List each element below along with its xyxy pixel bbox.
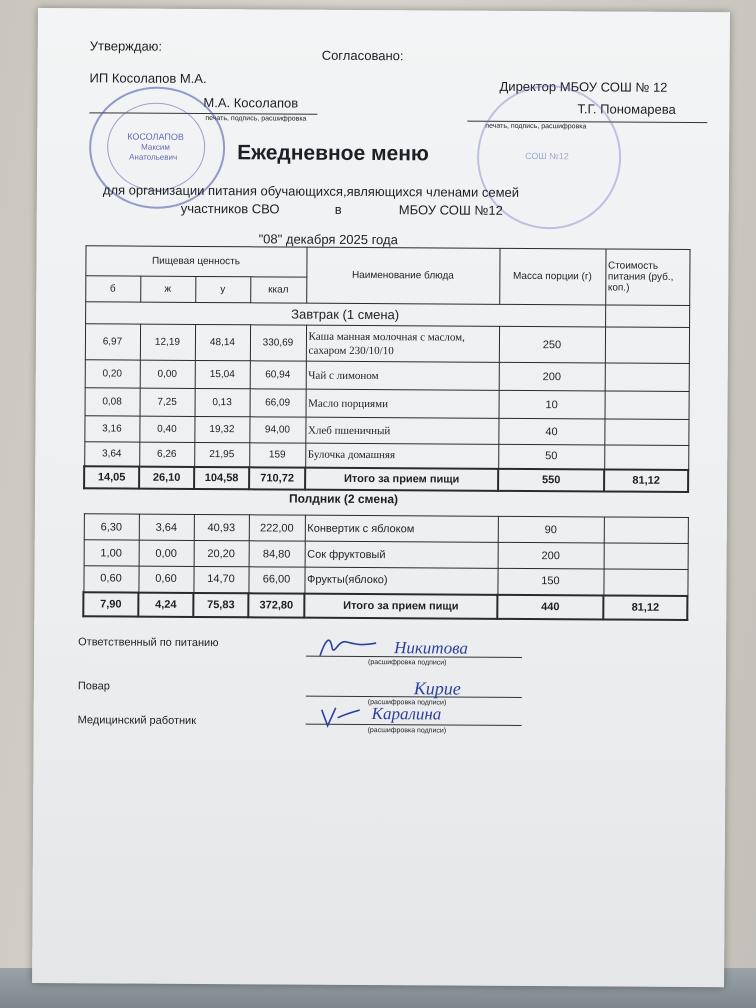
responsible-label: Ответственный по питанию xyxy=(78,636,219,650)
snack-title: Полдник (2 смена) xyxy=(288,491,399,507)
cell-u: 40,93 xyxy=(194,514,249,540)
cell-zh: 7,25 xyxy=(140,388,195,416)
agreed-label: Согласовано: xyxy=(321,47,404,64)
cell-zh: 6,26 xyxy=(139,442,194,466)
cell-cost xyxy=(605,327,689,364)
cell-dish: Фрукты(яблоко) xyxy=(304,567,497,594)
snack-table xyxy=(82,513,689,620)
cell-kcal: 94,00 xyxy=(249,417,305,443)
cell-kcal: 159 xyxy=(249,443,305,467)
cook-decode: (расшифровка подписи) xyxy=(367,699,447,707)
signer-left: М.А. Косолапов xyxy=(203,95,299,111)
cell-zh: 0,00 xyxy=(140,360,195,388)
medic-decode: (расшифровка подписи) xyxy=(367,727,447,735)
cell-kcal: 84,80 xyxy=(249,541,305,567)
stamp-left-line1: КОСОЛАПОВ xyxy=(127,131,184,142)
cell-cost xyxy=(605,391,689,420)
cell-cost xyxy=(604,543,688,570)
cell-zh: 0,00 xyxy=(139,540,194,566)
cell-u: 19,32 xyxy=(194,416,249,442)
cell-u: 48,14 xyxy=(195,324,250,360)
cell-zh: 3,64 xyxy=(139,514,194,540)
stamp-right-text: СОШ №12 xyxy=(525,150,569,162)
cell-b: 6,30 xyxy=(84,514,139,540)
sign-note-right: печать, подпись, расшифровка xyxy=(485,122,587,131)
cell-dish: Масло порциями xyxy=(306,389,499,418)
total-row xyxy=(84,466,688,492)
breakfast-table xyxy=(83,245,691,492)
cook-sig-name: Кирие xyxy=(413,678,461,699)
org-left: ИП Косолапов М.А. xyxy=(89,70,207,87)
medic-label: Медицинский работник xyxy=(77,714,197,727)
total-row xyxy=(83,592,687,620)
cell-b: 0,08 xyxy=(85,388,140,416)
cell-b: 3,16 xyxy=(84,416,139,442)
subtitle-line1: для организации питания обучающихся,являющихся членами семей xyxy=(102,182,520,200)
cell-kcal: 66,09 xyxy=(250,389,306,417)
cell-b: 1,00 xyxy=(84,540,139,566)
total-b: 7,90 xyxy=(83,592,138,616)
cell-b: 0,20 xyxy=(85,360,140,388)
total-cost: 81,12 xyxy=(604,469,688,492)
page-title: Ежедневное меню xyxy=(237,141,429,166)
subtitle-line2-b: в xyxy=(334,201,342,217)
cell-u: 20,20 xyxy=(194,540,249,566)
menu-document xyxy=(32,8,730,987)
stamp-left-line3: Анатольевич xyxy=(129,152,178,162)
cell-dish: Конвертик с яблоком xyxy=(305,515,498,542)
table-row xyxy=(84,514,688,544)
table-row xyxy=(84,540,688,570)
approve-label: Утверждаю: xyxy=(89,38,163,54)
cell-dish: Сок фруктовый xyxy=(305,541,498,568)
cell-dish: Хлеб пшеничный xyxy=(305,417,498,444)
kcal-header: ккал xyxy=(250,277,306,303)
dish-header: Наименование блюда xyxy=(306,247,499,304)
menu-date: "08" декабря 2025 года xyxy=(258,231,398,248)
signer-right: Т.Г. Пономарева xyxy=(577,101,676,117)
cell-kcal: 330,69 xyxy=(250,325,306,361)
cell-mass: 90 xyxy=(498,516,604,543)
total-label: Итого за прием пищи xyxy=(304,593,497,618)
cell-u: 14,70 xyxy=(193,566,248,592)
table-row xyxy=(83,566,687,596)
breakfast-title: Завтрак (1 смена) xyxy=(85,302,605,327)
cell-u: 21,95 xyxy=(194,442,249,466)
table-row xyxy=(84,442,688,470)
cell-dish: Чай с лимоном xyxy=(306,361,499,390)
cell-kcal: 222,00 xyxy=(249,515,305,541)
mass-header: Масса порции (г) xyxy=(499,248,605,305)
cell-u: 0,13 xyxy=(195,388,250,416)
cell-mass: 200 xyxy=(499,362,605,391)
cell-kcal: 60,94 xyxy=(250,361,306,389)
cell-zh: 0,40 xyxy=(139,416,194,442)
cell-cost xyxy=(605,363,689,392)
total-mass: 440 xyxy=(497,594,603,619)
medic-sig-name: Каралина xyxy=(371,704,442,724)
nutrition-header: Пищевая ценность xyxy=(85,246,306,277)
cell-cost xyxy=(604,445,688,470)
total-u: 104,58 xyxy=(194,466,249,488)
total-mass: 550 xyxy=(498,468,604,491)
cell-kcal: 66,00 xyxy=(248,567,304,593)
cell-mass: 150 xyxy=(497,568,603,595)
cell-mass: 250 xyxy=(499,326,605,363)
cell-b: 0,60 xyxy=(83,566,138,592)
cell-zh: 0,60 xyxy=(138,566,193,592)
total-kcal: 372,80 xyxy=(248,593,304,617)
cell-b: 3,64 xyxy=(84,442,139,466)
responsible-signature xyxy=(316,634,386,665)
cell-b: 6,97 xyxy=(85,324,140,360)
cell-cost xyxy=(604,517,688,544)
medic-signature xyxy=(316,704,366,735)
empty-cell xyxy=(605,305,689,328)
cell-mass: 200 xyxy=(498,542,604,569)
u-header: у xyxy=(195,276,250,302)
cell-dish: Каша манная молочная с маслом, сахаром 230/10/10 xyxy=(306,325,499,362)
total-b: 14,05 xyxy=(84,466,139,488)
total-u: 75,83 xyxy=(193,592,248,616)
cell-cost xyxy=(604,419,688,446)
total-kcal: 710,72 xyxy=(249,467,305,489)
cook-label: Повар xyxy=(77,680,110,693)
table-row xyxy=(85,324,689,364)
cell-mass: 40 xyxy=(498,418,604,445)
table-row xyxy=(84,416,688,446)
total-cost: 81,12 xyxy=(603,595,687,620)
cost-header: Стоимость питания (руб., коп.) xyxy=(605,249,689,306)
cell-dish: Булочка домашняя xyxy=(305,443,498,468)
subtitle-line2-a: участников СВО xyxy=(180,200,280,217)
director-label: Директор МБОУ СОШ № 12 xyxy=(499,78,668,95)
total-label: Итого за прием пищи xyxy=(305,467,498,490)
stamp-left-line2: Максим xyxy=(141,142,170,152)
sign-note-left: печать, подпись, расшифровка xyxy=(205,115,307,123)
table-row xyxy=(85,360,689,392)
cell-mass: 10 xyxy=(499,390,605,419)
table-row xyxy=(85,388,689,420)
cell-u: 15,04 xyxy=(195,360,250,388)
responsible-decode: (расшифровка подписи) xyxy=(367,659,447,667)
cell-mass: 50 xyxy=(498,444,604,469)
responsible-sig-name: Никитова xyxy=(394,638,468,658)
total-zh: 4,24 xyxy=(138,592,193,616)
zh-header: ж xyxy=(140,276,195,302)
cell-cost xyxy=(603,569,687,596)
subtitle-line2-c: МБОУ СОШ №12 xyxy=(398,202,503,218)
b-header: б xyxy=(85,276,140,302)
total-zh: 26,10 xyxy=(139,466,194,488)
cell-zh: 12,19 xyxy=(140,324,195,360)
